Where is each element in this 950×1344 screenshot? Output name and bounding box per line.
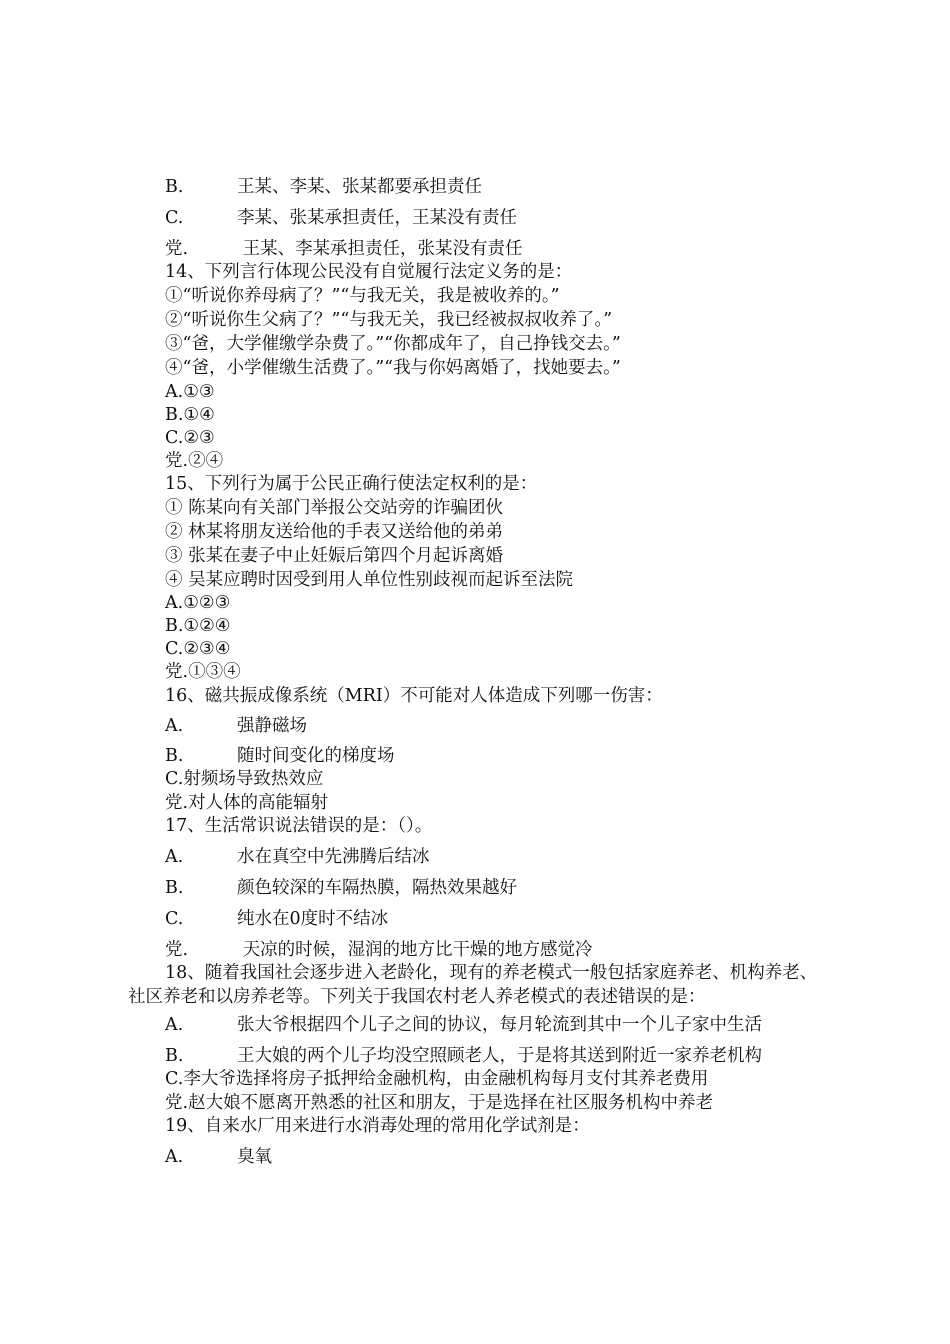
option-text: 张大爷根据四个儿子之间的协议，每月轮流到其中一个儿子家中生活 [237,1015,762,1035]
q16-choice-c: C.射频场导致热效应 [165,769,324,789]
option-text: 随时间变化的梯度场 [237,746,395,766]
q15-item-3: ③ 张某在妻子中止妊娠后第四个月起诉离婚 [165,546,504,566]
q14-choice-b: B.①④ [165,405,215,425]
q19-stem: 19、自来水厂用来进行水消毒处理的常用化学试剂是： [165,1116,590,1136]
q17-option-a [165,846,430,868]
option-text: 王某、李某承担责任，张某没有责任 [237,239,523,259]
q15-stem: 15、下列行为属于公民正确行使法定权利的是： [165,474,538,494]
option-label: B. [165,1046,184,1066]
option-label: A. [165,1015,184,1035]
q14-item-2: ②“听说你生父病了？”“与我无关，我已经被叔叔收养了。” [165,310,613,330]
q15-item-2: ② 林某将朋友送给他的手表又送给他的弟弟 [165,522,504,542]
q17-stem: 17、生活常识说法错误的是：（）。 [165,816,433,836]
q14-item-4: ④“爸，小学催缴生活费了。”“我与你妈离婚了，找她要去。” [165,358,621,378]
q15-item-4: ④ 吴某应聘时因受到用人单位性别歧视而起诉至法院 [165,570,574,590]
q18-option-b [165,1045,762,1067]
q17-option-c [165,908,388,930]
option-text: 王某、李某、张某都要承担责任 [237,177,482,197]
q14-stem: 14、下列言行体现公民没有自觉履行法定义务的是： [165,262,573,282]
option-text: 王大娘的两个儿子均没空照顾老人，于是将其送到附近一家养老机构 [237,1046,762,1066]
option-label: A. [165,716,184,736]
option-label: C. [165,909,184,929]
option-text: 天凉的时候，湿润的地方比干燥的地方感觉冷 [237,940,593,960]
option-label: B. [165,177,184,197]
q14-item-3: ③“爸，大学催缴学杂费了。”“你都成年了，自己挣钱交去。” [165,334,621,354]
option-label: C. [165,208,184,228]
option-text: 强静磁场 [237,716,307,736]
q18-option-a [165,1014,762,1036]
option-label: A. [165,1147,184,1167]
q18-choice-d: 党.赵大娘不愿离开熟悉的社区和朋友，于是选择在社区服务机构中养老 [165,1093,714,1113]
q16-option-b [165,745,395,767]
option-label: A. [165,847,184,867]
q13-option-c [165,207,517,229]
option-text: 颜色较深的车隔热膜，隔热效果越好 [237,878,517,898]
q13-option-d [165,238,523,260]
q19-option-a [165,1146,272,1168]
option-text: 李某、张某承担责任，王某没有责任 [237,208,517,228]
option-label: B. [165,878,184,898]
q17-option-d [165,939,593,961]
q16-stem: 16、磁共振成像系统（MRI）不可能对人体造成下列哪一伤害： [165,686,663,706]
q13-option-b [165,176,482,198]
q16-option-a [165,715,307,737]
q15-choice-c: C.②③④ [165,639,231,659]
q14-choice-c: C.②③ [165,428,215,448]
q18-choice-c: C.李大爷选择将房子抵押给金融机构，由金融机构每月支付其养老费用 [165,1069,709,1089]
q17-option-b [165,877,517,899]
q16-choice-d: 党.对人体的高能辐射 [165,793,329,813]
option-text: 纯水在0度时不结冰 [237,909,389,929]
option-label: 党. [165,239,189,259]
q15-choice-b: B.①②④ [165,616,231,636]
q14-choice-a: A.①③ [165,382,215,402]
option-text: 臭氧 [237,1147,272,1167]
q18-stem: 18、随着我国社会逐步进入老龄化，现有的养老模式一般包括家庭养老、机构养老、社区养老和以房养老等。下列关于我国农村老人养老模式的表述错误的是： [128,963,818,1007]
option-label: 党. [165,940,189,960]
option-label: B. [165,746,184,766]
q15-choice-a: A.①②③ [165,593,231,613]
option-text: 水在真空中先沸腾后结冰 [237,847,430,867]
q15-item-1: ① 陈某向有关部门举报公交站旁的诈骗团伙 [165,498,504,518]
q14-item-1: ①“听说你养母病了？”“与我无关，我是被收养的。” [165,286,560,306]
q14-choice-d: 党.②④ [165,451,224,471]
q15-choice-d: 党.①③④ [165,662,241,682]
